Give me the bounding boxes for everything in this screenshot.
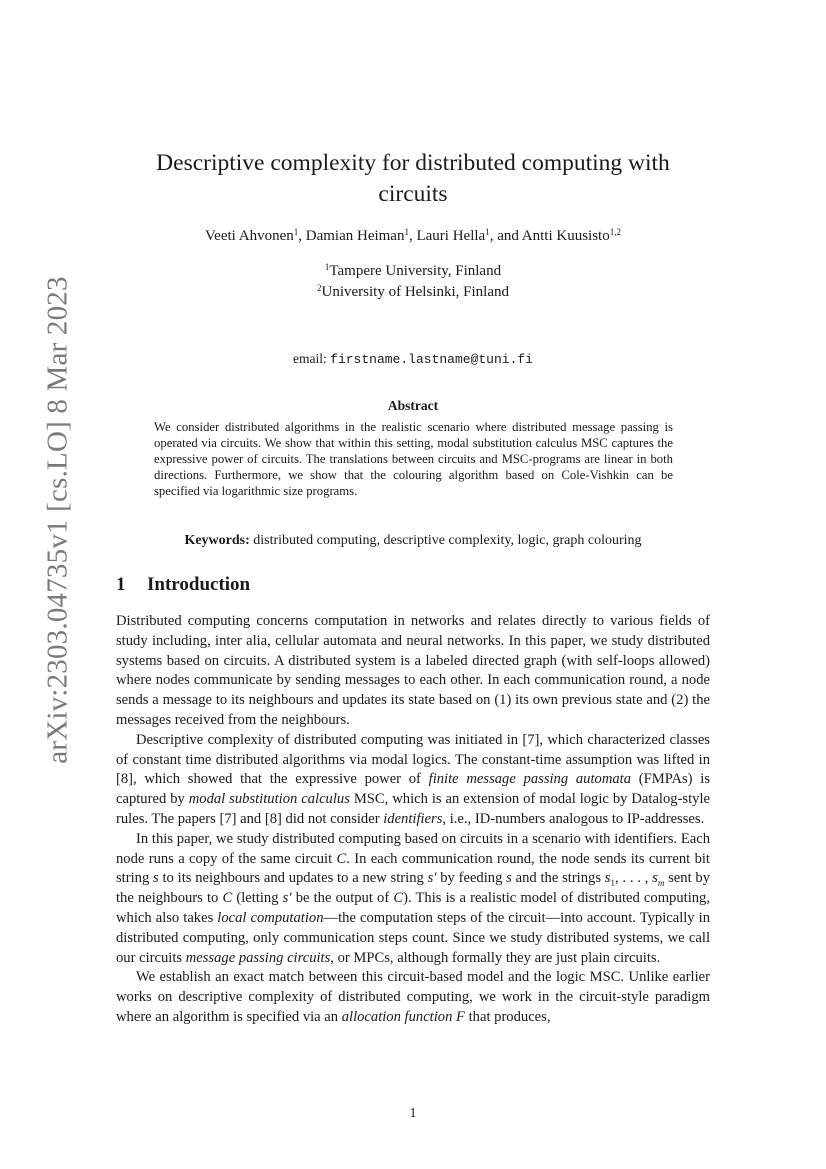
- section-number: 1: [116, 574, 126, 595]
- keywords-text: distributed computing, descriptive complexity, logic, graph colouring: [249, 533, 642, 548]
- math: s′: [282, 890, 292, 907]
- keywords: [116, 533, 710, 549]
- author-affiliation-mark: 1: [293, 227, 299, 237]
- paper-title: Descriptive complexity for distributed computing with circuits: [156, 150, 670, 207]
- math: C: [222, 890, 233, 907]
- keywords-label: Keywords:: [184, 533, 250, 548]
- emphasis: modal substitution calculus: [188, 791, 350, 808]
- author-name: Damian Heiman: [305, 228, 405, 244]
- math: s: [604, 870, 611, 887]
- emphasis: allocation function: [341, 1008, 453, 1025]
- author-list: Veeti Ahvonen$^1$, Damian Heiman$^1$, Lauri Hella$^1$, and Antti Kuusisto$^{1,2}$: [205, 227, 621, 244]
- section-title: Introduction: [147, 574, 251, 595]
- math: s: [153, 870, 159, 887]
- author-name: Lauri Hella: [416, 228, 486, 244]
- emphasis: local computation: [217, 909, 324, 926]
- email-label: email:: [293, 351, 331, 366]
- math: s: [652, 870, 658, 887]
- author-affiliation-mark: 1,2: [609, 227, 621, 237]
- paragraph: Distributed computing concerns computation in networks and relates directly to various fields of study including, inter alia, cellular automata and neural networks. In this paper, we study distributed systems based on circuits. A distributed system is a labeled directed graph (with self-loops allowed) where nodes communicate by sending messages to each other. In each communication round, a node sends a message to its neighbours and updates its state based on (1) its own previous state and (2) the messages received from the neighbours.: [116, 613, 710, 728]
- section-heading: [116, 574, 250, 596]
- emphasis: message passing circuits: [185, 949, 331, 966]
- math: C: [393, 890, 404, 907]
- arxiv-identifier: arXiv:2303.04735v1 [cs.LO] 8 Mar 2023: [41, 276, 74, 764]
- emphasis: identifiers: [383, 810, 443, 827]
- author-name: Antti Kuusisto: [521, 228, 610, 244]
- abstract-heading: Abstract: [387, 398, 439, 413]
- math: F: [456, 1008, 465, 1025]
- paragraph: We establish an exact match between this circuit-based model and the logic MSC. Unlike earlier works on descriptive complexity of distributed computing, we work in the circuit-style paradigm where an algorithm is specified via an allocation function F that produces,: [116, 969, 710, 1025]
- author-affiliation-mark: 1: [485, 227, 490, 237]
- page-number: 1: [409, 1106, 417, 1121]
- affiliation-list: [100, 261, 726, 303]
- affiliation: $^1$Tampere University, Finland: [324, 262, 502, 279]
- paragraph: In this paper, we study distributed computing based on circuits in a scenario with identifiers. Each node runs a copy of the same circuit C. In each communication round, the node sends its current bit string s to its neighbours and updates to a new string s′ by feeding s and the strings $s_1$, . . . , $s_m$ sent by the neighbours to C (letting s′ be the output of C). This is a realistic model of distributed computing, which also takes local computation—the computation steps of the circuit—into account. Typically in distributed computing, only communication steps count. Since we study distributed systems, we call our circuits message passing circuits, or MPCs, although formally they are just plain circuits.: [116, 830, 711, 966]
- paragraph: Descriptive complexity of distributed computing was initiated in [7], which characterized classes of constant time distributed algorithms via modal logics. The constant-time assumption was lifted in [8], which showed that the expressive power of finite message passing automata (FMPAs) is captured by modal substitution calculus MSC, which is an extension of modal logic by Datalog-style rules. The papers [7] and [8] did not consider identifiers, i.e., ID-numbers analogous to IP-addresses.: [116, 731, 711, 827]
- math: s′: [427, 870, 437, 887]
- body-text: [116, 612, 710, 1028]
- contact-email: [100, 351, 726, 367]
- affiliation: $^2$University of Helsinki, Finland: [317, 283, 509, 300]
- math: s: [506, 870, 512, 887]
- abstract-text: We consider distributed algorithms in the realistic scenario where distributed message passing is operated via circuits. We show that within this setting, modal substitution calculus MSC captures the expressive power of circuits. The translations between circuits and MSC-programs are linear in both directions. Furthermore, we show that the colouring algorithm based on Cole-Vishkin can be specified via logarithmic size programs.: [154, 420, 673, 498]
- author-name: Veeti Ahvonen: [205, 228, 294, 244]
- email-address: firstname.lastname@tuni.fi: [330, 352, 533, 367]
- math: C: [336, 850, 347, 867]
- emphasis: finite message passing automata: [428, 771, 632, 788]
- author-affiliation-mark: 1: [404, 227, 409, 237]
